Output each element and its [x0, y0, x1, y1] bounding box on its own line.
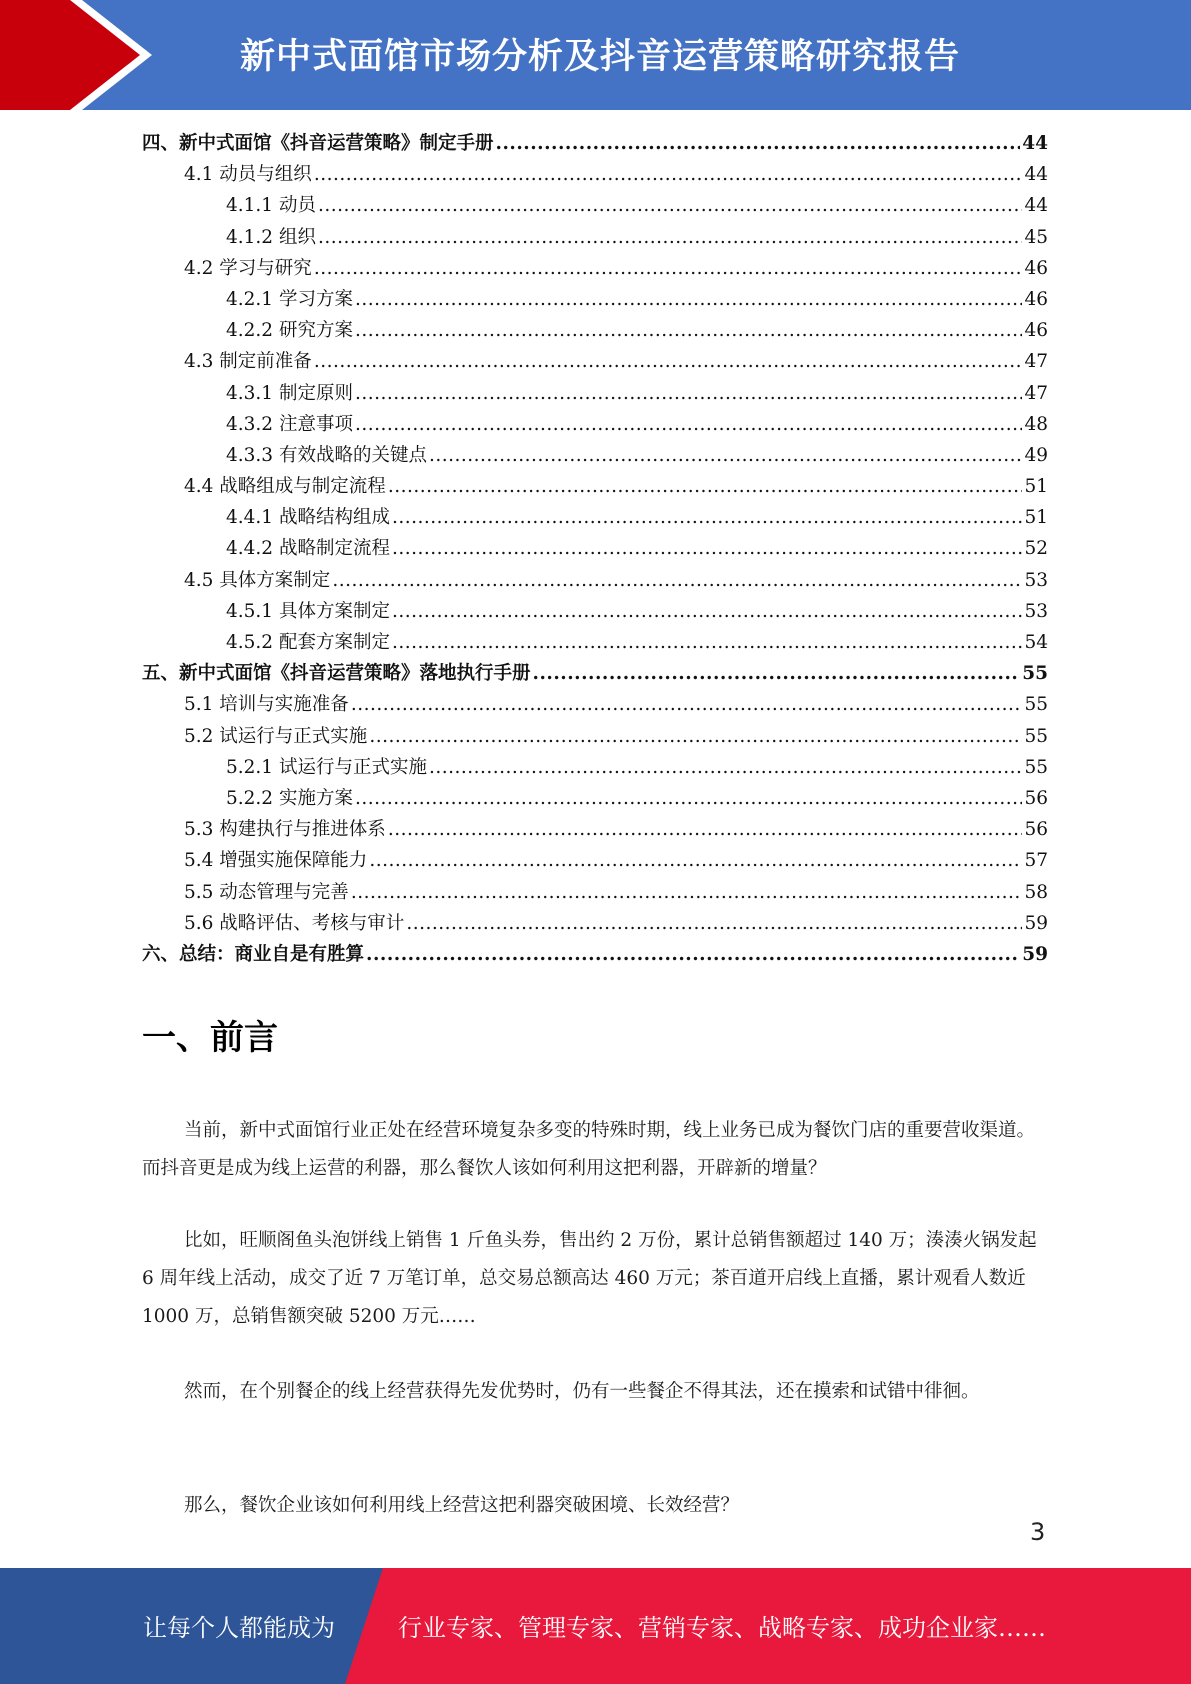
toc-leader-dots [392, 533, 1022, 564]
toc-leader-dots [392, 627, 1022, 658]
toc-entry[interactable] [142, 315, 1048, 346]
report-title: 新中式面馆市场分析及抖音运营策略研究报告 [240, 37, 961, 77]
page-footer [0, 1568, 1191, 1684]
paragraph-question: 那么，餐饮企业该如何利用线上经营这把利器突破困境、长效经营？ [184, 1495, 740, 1516]
toc-entry-title: 5.2.2 实施方案 [226, 787, 353, 809]
toc-leader-dots [355, 315, 1023, 346]
toc-entry-title: 4.2 学习与研究 [184, 257, 312, 279]
paragraph-examples: 比如，旺顺阁鱼头泡饼线上销售 1 斤鱼头券，售出约 2 万份，累计总销售额超过 140 万；湊湊火锅发起 6 周年线上活动，成交了近 7 万笔订单，总交易总额高达 460 万元；茶百道开启线上直播，累计观看人数近 1000 万，总销售额突破 5200 万元…… [142, 1230, 1037, 1327]
toc-entry[interactable] [142, 877, 1048, 908]
toc-entry-title: 4.4 战略组成与制定流程 [184, 476, 386, 498]
toc-entry-page: 51 [1024, 507, 1048, 529]
toc-entry[interactable] [142, 284, 1048, 315]
section-heading: 一、前言 [142, 1018, 278, 1058]
toc-entry-page: 53 [1024, 600, 1048, 622]
toc-entry-title: 四、新中式面馆《抖音运营策略》制定手册 [142, 133, 494, 154]
toc-leader-dots [332, 565, 1022, 596]
toc-entry-title: 4.5 具体方案制定 [184, 569, 331, 591]
toc-entry[interactable] [142, 752, 1048, 783]
toc-entry-page: 57 [1024, 850, 1048, 872]
toc-entry-title: 4.1.2 组织 [226, 226, 316, 248]
toc-entry[interactable] [142, 159, 1048, 190]
toc-leader-dots [429, 440, 1022, 471]
toc-entry-page: 44 [1022, 133, 1048, 154]
toc-entry-page: 46 [1024, 288, 1048, 310]
toc-leader-dots [351, 689, 1023, 720]
toc-entry[interactable] [142, 378, 1048, 409]
toc-leader-dots [369, 721, 1022, 752]
page-number: 3 [1030, 1518, 1046, 1546]
toc-entry-title: 5.1 培训与实施准备 [184, 694, 349, 716]
toc-leader-dots [351, 877, 1023, 908]
toc-entry-title: 5.5 动态管理与完善 [184, 881, 349, 903]
toc-entry-title: 4.4.2 战略制定流程 [226, 538, 390, 560]
toc-entry[interactable] [142, 596, 1048, 627]
toc-entry-title: 4.5.1 具体方案制定 [226, 600, 390, 622]
footer-slogan-right: 行业专家、管理专家、营销专家、战略专家、成功企业家…… [398, 1614, 1046, 1642]
paragraph-intro: 当前，新中式面馆行业正处在经营环境复杂多变的特殊时期，线上业务已成为餐饮门店的重要营收渠道。而抖音更是成为线上运营的利器，那么餐饮人该如何利用这把利器，开辟新的增量？ [142, 1120, 1036, 1179]
toc-entry-title: 5.2.1 试运行与正式实施 [226, 756, 427, 778]
paragraph-however: 然而，在个别餐企的线上经营获得先发优势时，仍有一些餐企不得其法，还在摸索和试错中徘徊。 [184, 1381, 980, 1402]
toc-entry-page: 59 [1024, 912, 1048, 934]
toc-leader-dots [366, 939, 1020, 970]
toc-leader-dots [314, 159, 1023, 190]
toc-leader-dots [392, 502, 1022, 533]
toc-entry[interactable] [142, 409, 1048, 440]
toc-entry-title: 六、总结：商业自是有胜算 [142, 943, 365, 965]
toc-entry[interactable] [142, 502, 1048, 533]
toc-leader-dots [533, 658, 1021, 689]
toc-leader-dots [318, 190, 1023, 221]
toc-entry-title: 4.3 制定前准备 [184, 351, 312, 373]
toc-entry-page: 58 [1024, 881, 1048, 903]
toc-entry[interactable] [142, 565, 1048, 596]
toc-entry[interactable] [142, 658, 1048, 689]
toc-entry-title: 五、新中式面馆《抖音运营策略》落地执行手册 [142, 663, 531, 685]
toc-entry-page: 47 [1024, 351, 1048, 373]
toc-entry-page: 49 [1024, 444, 1048, 466]
table-of-contents [142, 128, 1048, 970]
toc-entry-title: 4.4.1 战略结构组成 [226, 507, 390, 529]
toc-leader-dots [496, 128, 1021, 159]
toc-entry[interactable] [142, 783, 1048, 814]
toc-entry-page: 59 [1022, 943, 1048, 965]
toc-entry-page: 45 [1024, 226, 1048, 248]
toc-entry-page: 44 [1024, 195, 1048, 217]
toc-leader-dots [314, 346, 1023, 377]
toc-entry-page: 47 [1024, 382, 1048, 404]
toc-entry-title: 4.3.3 有效战略的关键点 [226, 444, 427, 466]
toc-leader-dots [314, 253, 1023, 284]
toc-entry[interactable] [142, 440, 1048, 471]
toc-entry[interactable] [142, 908, 1048, 939]
toc-leader-dots [318, 222, 1023, 253]
toc-entry[interactable] [142, 721, 1048, 752]
toc-entry-page: 46 [1024, 257, 1048, 279]
toc-entry-page: 44 [1024, 164, 1048, 186]
toc-entry-title: 4.3.2 注意事项 [226, 413, 353, 435]
toc-leader-dots [429, 752, 1022, 783]
toc-entry-page: 55 [1024, 756, 1048, 778]
toc-entry-title: 5.4 增强实施保障能力 [184, 850, 368, 872]
toc-leader-dots [355, 409, 1023, 440]
footer-slogan-left: 让每个人都能成为 [143, 1614, 335, 1642]
toc-entry-title: 5.2 试运行与正式实施 [184, 725, 368, 747]
toc-entry-page: 56 [1024, 787, 1048, 809]
toc-entry-page: 56 [1024, 819, 1048, 841]
toc-entry[interactable] [142, 939, 1048, 970]
toc-entry[interactable] [142, 814, 1048, 845]
toc-entry-page: 55 [1024, 725, 1048, 747]
toc-entry-title: 4.2.2 研究方案 [226, 320, 353, 342]
toc-leader-dots [406, 908, 1022, 939]
toc-entry-title: 5.3 构建执行与推进体系 [184, 819, 386, 841]
toc-entry[interactable] [142, 346, 1048, 377]
toc-entry[interactable] [142, 627, 1048, 658]
toc-entry-page: 48 [1024, 413, 1048, 435]
toc-entry[interactable] [142, 471, 1048, 502]
toc-entry-title: 4.3.1 制定原则 [226, 382, 353, 404]
toc-leader-dots [355, 284, 1023, 315]
toc-entry-page: 54 [1024, 632, 1048, 653]
toc-entry[interactable] [142, 128, 1048, 159]
toc-entry-page: 55 [1022, 663, 1048, 685]
toc-entry-title: 4.1 动员与组织 [184, 164, 312, 186]
toc-leader-dots [388, 471, 1023, 502]
toc-leader-dots [355, 378, 1023, 409]
toc-entry-page: 55 [1024, 694, 1048, 716]
toc-entry[interactable] [142, 253, 1048, 284]
toc-entry-page: 53 [1024, 569, 1048, 591]
toc-entry-title: 4.2.1 学习方案 [226, 288, 353, 310]
toc-entry-title: 5.6 战略评估、考核与审计 [184, 912, 405, 934]
toc-entry[interactable] [142, 845, 1048, 876]
header-red-chevron [0, 0, 140, 110]
toc-leader-dots [392, 596, 1022, 627]
page-header [0, 0, 1191, 110]
toc-leader-dots [369, 845, 1022, 876]
toc-entry-title: 4.5.2 配套方案制定 [226, 632, 390, 653]
toc-entry[interactable] [142, 533, 1048, 564]
toc-entry[interactable] [142, 689, 1048, 720]
toc-entry[interactable] [142, 190, 1048, 221]
toc-entry-title: 4.1.1 动员 [226, 195, 316, 217]
toc-leader-dots [355, 783, 1023, 814]
toc-entry-page: 52 [1024, 538, 1048, 560]
toc-entry-page: 46 [1024, 320, 1048, 342]
toc-leader-dots [388, 814, 1023, 845]
toc-entry[interactable] [142, 222, 1048, 253]
toc-entry-page: 51 [1024, 476, 1048, 498]
